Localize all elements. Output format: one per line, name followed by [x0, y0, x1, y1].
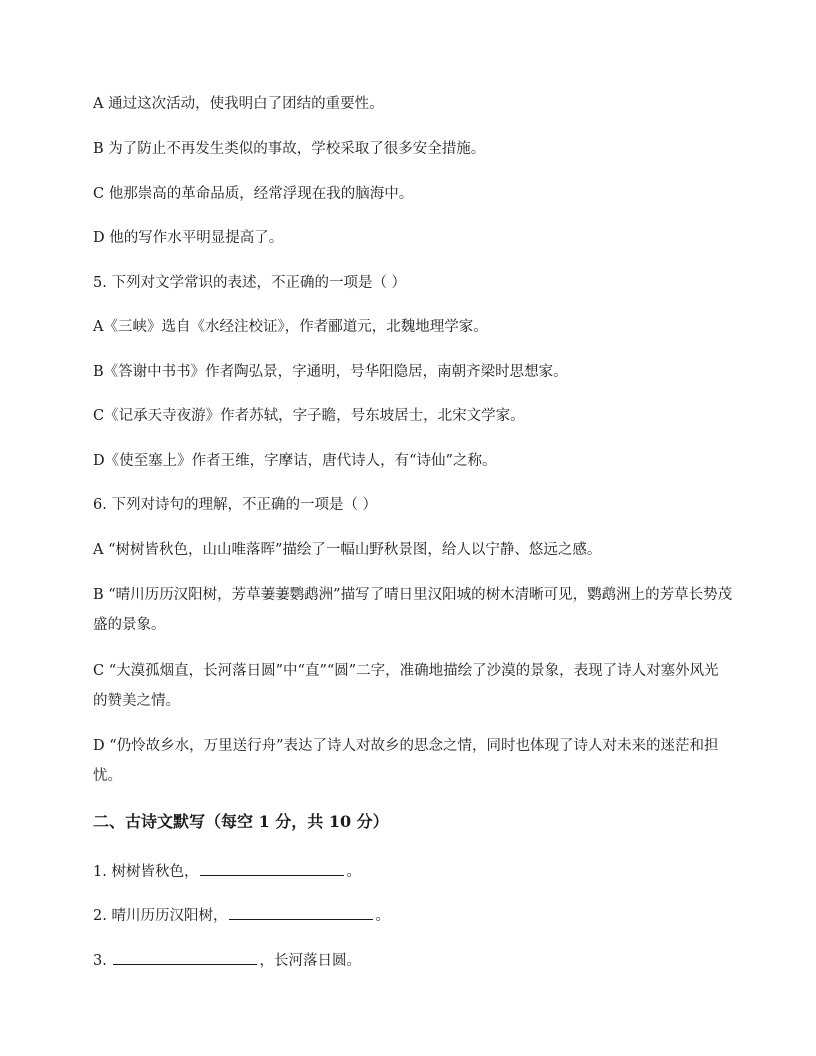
fill-item-2: [93, 905, 733, 926]
fill-item-prefix: 1. 树树皆秋色，: [93, 864, 199, 880]
fill-item-suffix: ，长河落日圆。: [259, 953, 361, 969]
section-heading: 二、古诗文默写（每空 1 分，共 10 分）: [93, 812, 389, 831]
q5-option-c: C《记承天寺夜游》作者苏轼，字子瞻，号东坡居士，北宋文学家。: [93, 408, 525, 424]
option-c-line: C 他那崇高的革命品质，经常浮现在我的脑海中。: [93, 186, 414, 202]
option-b-line: B 为了防止不再发生类似的事故，学校采取了很多安全措施。: [93, 141, 486, 157]
option-a-line: A 通过这次活动，使我明白了团结的重要性。: [93, 96, 384, 112]
q5-option-d: D《使至塞上》作者王维，字摩诘，唐代诗人，有“诗仙”之称。: [93, 453, 497, 469]
q5-option-a: A《三峡》选自《水经注校证》，作者郦道元，北魏地理学家。: [93, 319, 488, 335]
q6-option-d: D “仍怜故乡水，万里送行舟”表达了诗人对故乡的思念之情，同时也体现了诗人对未来的迷茫和担忧。: [93, 738, 719, 784]
fill-item-suffix: 。: [346, 864, 361, 880]
q5-option-b: B《答谢中书书》作者陶弘景，字通明，号华阳隐居，南朝齐梁时思想家。: [93, 364, 568, 380]
answer-blank[interactable]: [200, 861, 344, 876]
q6-option-c: C “大漠孤烟直，长河落日圆”中“直”“圆”二字，准确地描绘了沙漠的景象，表现了诗人对塞外风光的赞美之情。: [93, 663, 719, 709]
answer-blank[interactable]: [113, 950, 257, 965]
question-6-stem: 6. 下列对诗句的理解，不正确的一项是（ ）: [93, 497, 378, 513]
q6-option-b: B “晴川历历汉阳树，芳草萋萋鹦鹉洲”描写了晴日里汉阳城的树木清晰可见，鹦鹉洲上的芳草长势茂盛的景象。: [93, 587, 733, 633]
answer-blank[interactable]: [229, 905, 373, 920]
fill-item-1: [93, 861, 733, 882]
option-d-line: D 他的写作水平明显提高了。: [93, 230, 284, 246]
fill-item-3: [93, 950, 733, 971]
fill-item-suffix: 。: [375, 908, 390, 924]
q6-option-a: A “树树皆秋色，山山唯落晖”描绘了一幅山野秋景图，给人以宁静、悠远之感。: [93, 542, 602, 558]
fill-item-prefix: 3.: [93, 953, 112, 969]
fill-item-prefix: 2. 晴川历历汉阳树，: [93, 908, 228, 924]
question-5-stem: 5. 下列对文学常识的表述，不正确的一项是（ ）: [93, 275, 407, 291]
